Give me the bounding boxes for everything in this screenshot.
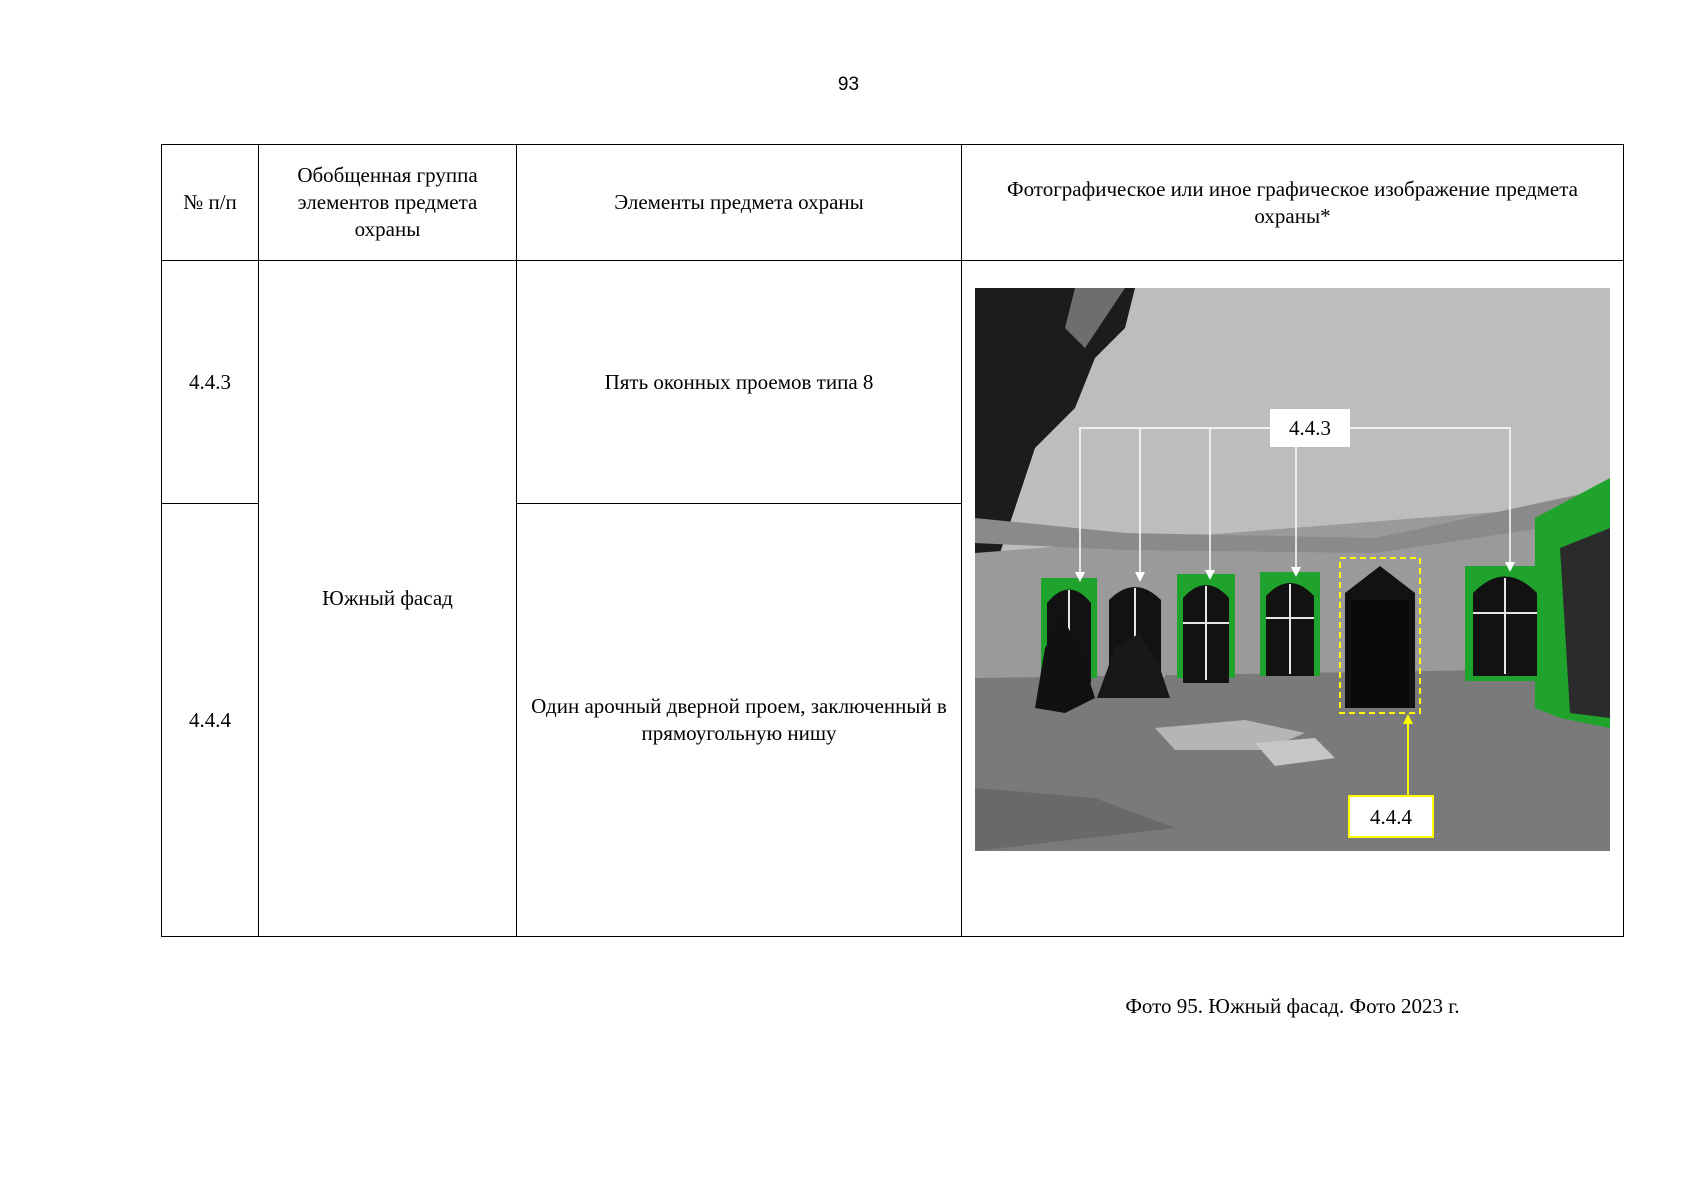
- row-element: Один арочный дверной проем, заключенный в прямоугольную нишу: [517, 504, 962, 937]
- protection-subject-table: [161, 144, 1624, 1018]
- photo-door-opening: [1351, 600, 1409, 708]
- table-header-row: [162, 145, 1624, 261]
- row-num: 4.4.3: [162, 261, 259, 504]
- windows-label: 4.4.3: [1289, 416, 1331, 440]
- row-num: 4.4.4: [162, 504, 259, 937]
- photo-wrap: [962, 261, 1623, 1018]
- header-group: Обобщенная группа элементов предмета охраны: [259, 145, 517, 261]
- door-label: 4.4.4: [1370, 805, 1412, 829]
- south-facade-photo: [975, 288, 1610, 851]
- header-image: Фотографическое или иное графическое изображение предмета охраны*: [962, 145, 1624, 261]
- table-row: [162, 261, 1624, 504]
- group-cell: Южный фасад: [259, 261, 517, 937]
- header-elements: Элементы предмета охраны: [517, 145, 962, 261]
- photo-caption: Фото 95. Южный фасад. Фото 2023 г.: [1125, 994, 1460, 1018]
- photo-cell: [962, 261, 1624, 1018]
- row-element: Пять оконных проемов типа 8: [517, 261, 962, 504]
- header-num: № п/п: [162, 145, 259, 261]
- page-number: 93: [837, 74, 860, 95]
